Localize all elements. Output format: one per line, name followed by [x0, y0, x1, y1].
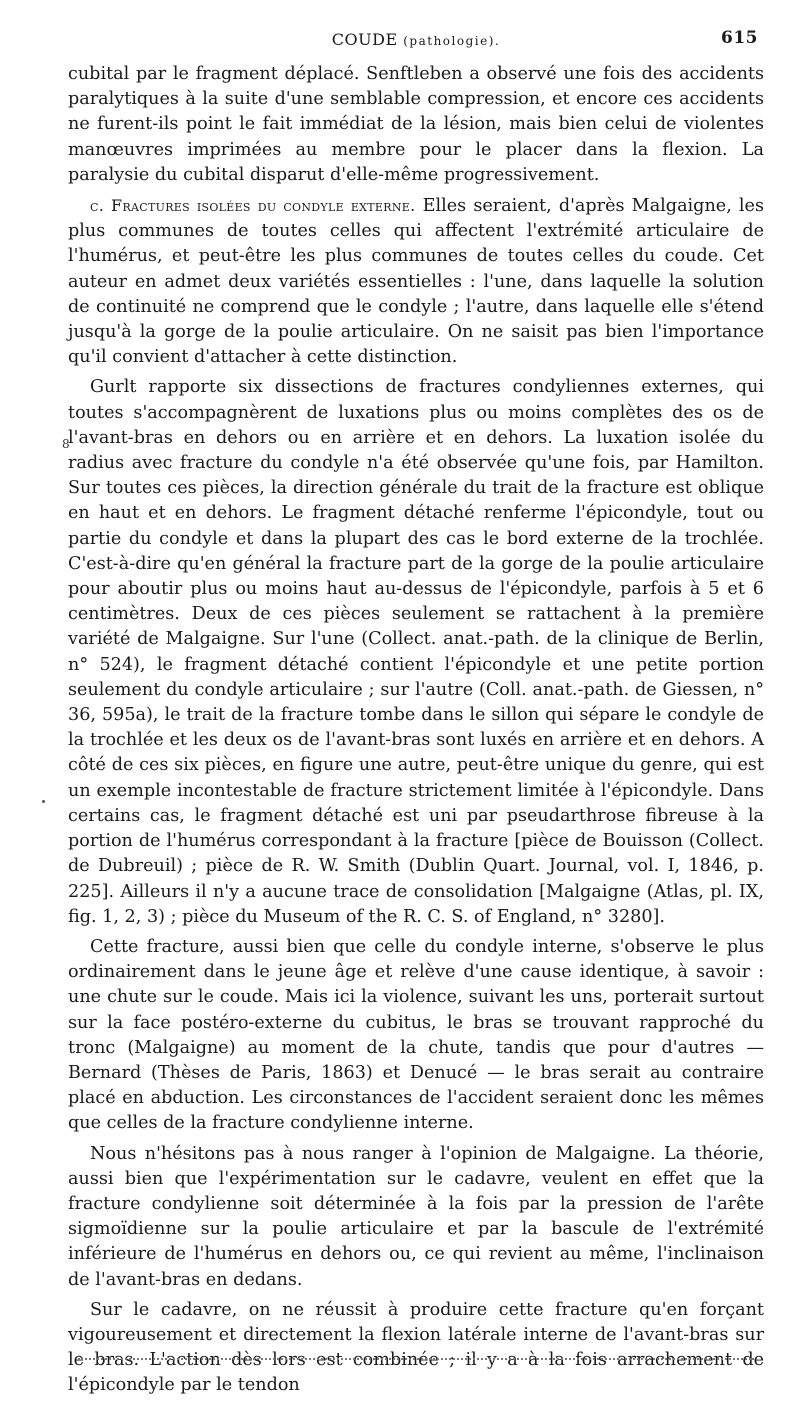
paragraph-2-text: Elles seraient, d'après Malgaigne, les plus communes de toutes celles qui affectent l'extrémité articulaire de l'humérus, et peut-être les plus communes de toutes celles du coude. Cet auteur en admet deux variétés essentielles : l'une, dans laquelle la solution de continuité ne comprend que le condyle ; l'autre, dans laquelle elle s'étend jusqu'à la gorge de la poulie articulaire. On ne saisit pas bien l'importance qu'il convient d'attacher à cette distinction. [68, 196, 764, 368]
book-page [68, 22, 764, 1399]
paragraph-4: Cette fracture, aussi bien que celle du condyle interne, s'observe le plus ordinairement dans le jeune âge et relève d'une cause identique, à savoir : une chute sur le coude. Mais ici la violence, suivant les uns, porterait surtout sur la face postéro-externe du cubitus, le bras se trouvant rapproché du tronc (Malgaigne) au moment de la chute, tandis que pour d'autres — Bernard (Thèses de Paris, 1863) et Denucé — le bras serait au contraire placé en abduction. Les circonstances de l'accident seraient donc les mêmes que celles de la fracture condylienne interne. [68, 936, 764, 1134]
paragraph-3: Gurlt rapporte six dissections de fractures condyliennes externes, qui toutes s'accompagnèrent de luxations plus ou moins complètes des os de l'avant-bras en dehors ou en arrière et en dehors. La luxation isolée du radius avec fracture du condyle n'a été observée qu'une fois, par Hamilton. Sur toutes ces pièces, la direction générale du trait de la fracture est oblique en haut et en dehors. Le fragment détaché renferme l'épicondyle, tout ou partie du condyle et dans la plupart des cas le bord externe de la trochlée. C'est-à-dire qu'en général la fracture part de la gorge de la poulie articulaire pour aboutir plus ou moins haut au-dessus de l'épicondyle, parfois à 5 et 6 centimètres. Deux de ces pièces seulement se rattachent à la première variété de Malgaigne. Sur l'une (Collect. anat.-path. de la clinique de Berlin, n° 524), le fragment détaché contient l'épicondyle et une petite portion seulement du condyle articulaire ; sur l'autre (Coll. anat.-path. de Giessen, n° 36, 595a), le trait de la fracture tombe dans le sillon qui sépare le condyle de la trochlée et les deux os de l'avant-bras sont luxés en arrière et en dehors. A côté de ces six pièces, en figure une autre, peut-être unique du genre, qui est un exemple incontestable de fracture strictement limitée à l'épicondyle. Dans certains cas, le fragment détaché est uni par pseudarthrose fibreuse à la portion de l'humérus correspondant à la fracture [pièce de Bouisson (Collect. de Dubreuil) ; pièce de R. W. Smith (Dublin Quart. Journal, vol. I, 1846, p. 225]. Ailleurs il n'y a aucune trace de consolidation [Malgaigne (Atlas, pl. IX, fig. 1, 2, 3) ; pièce du Museum of the R. C. S. of England, n° 3280]. [68, 377, 764, 927]
section-heading: c. Fractures isolées du condyle externe. [90, 196, 416, 216]
paragraph-1: cubital par le fragment déplacé. Senftleben a observé une fois des accidents paralytiques à la suite d'une semblable compression, et encore ces accidents ne furent-ils point le fait immédiat de la lésion, mais bien celui de violentes manœuvres imprimées au membre pour le placer dans la flexion. La paralysie du cubital disparut d'elle-même progressivement. [68, 64, 764, 185]
header-title: COUDE [331, 30, 398, 49]
running-header [68, 22, 764, 62]
ink-dot [42, 800, 45, 803]
paragraph-5: Nous n'hésitons pas à nous ranger à l'opinion de Malgaigne. La théorie, aussi bien que l'expérimentation sur le cadavre, veulent en effet que la fracture condylienne soit déterminée à la fois par la pression de l'arête sigmoïdienne sur la poulie articulaire et par la bascule de l'extrémité inférieure de l'humérus en dehors ou, ce qui revient au même, l'inclinaison de l'avant-bras en dedans. [68, 1143, 764, 1290]
paragraph-6: Sur le cadavre, on ne réussit à produire cette fracture qu'en forçant vigoureusement et directement la flexion latérale interne de l'avant-bras sur le bras. L'action dès lors est combinée ; il y a à la fois arrachement de l'épicondyle par le tendon [68, 1299, 764, 1396]
margin-mark: 8 [62, 437, 70, 451]
page-number: 615 [721, 28, 758, 48]
footer-rule [78, 1358, 754, 1360]
paragraph-2 [68, 193, 764, 370]
header-subtitle: (pathologie). [403, 34, 501, 48]
running-title [68, 30, 764, 49]
